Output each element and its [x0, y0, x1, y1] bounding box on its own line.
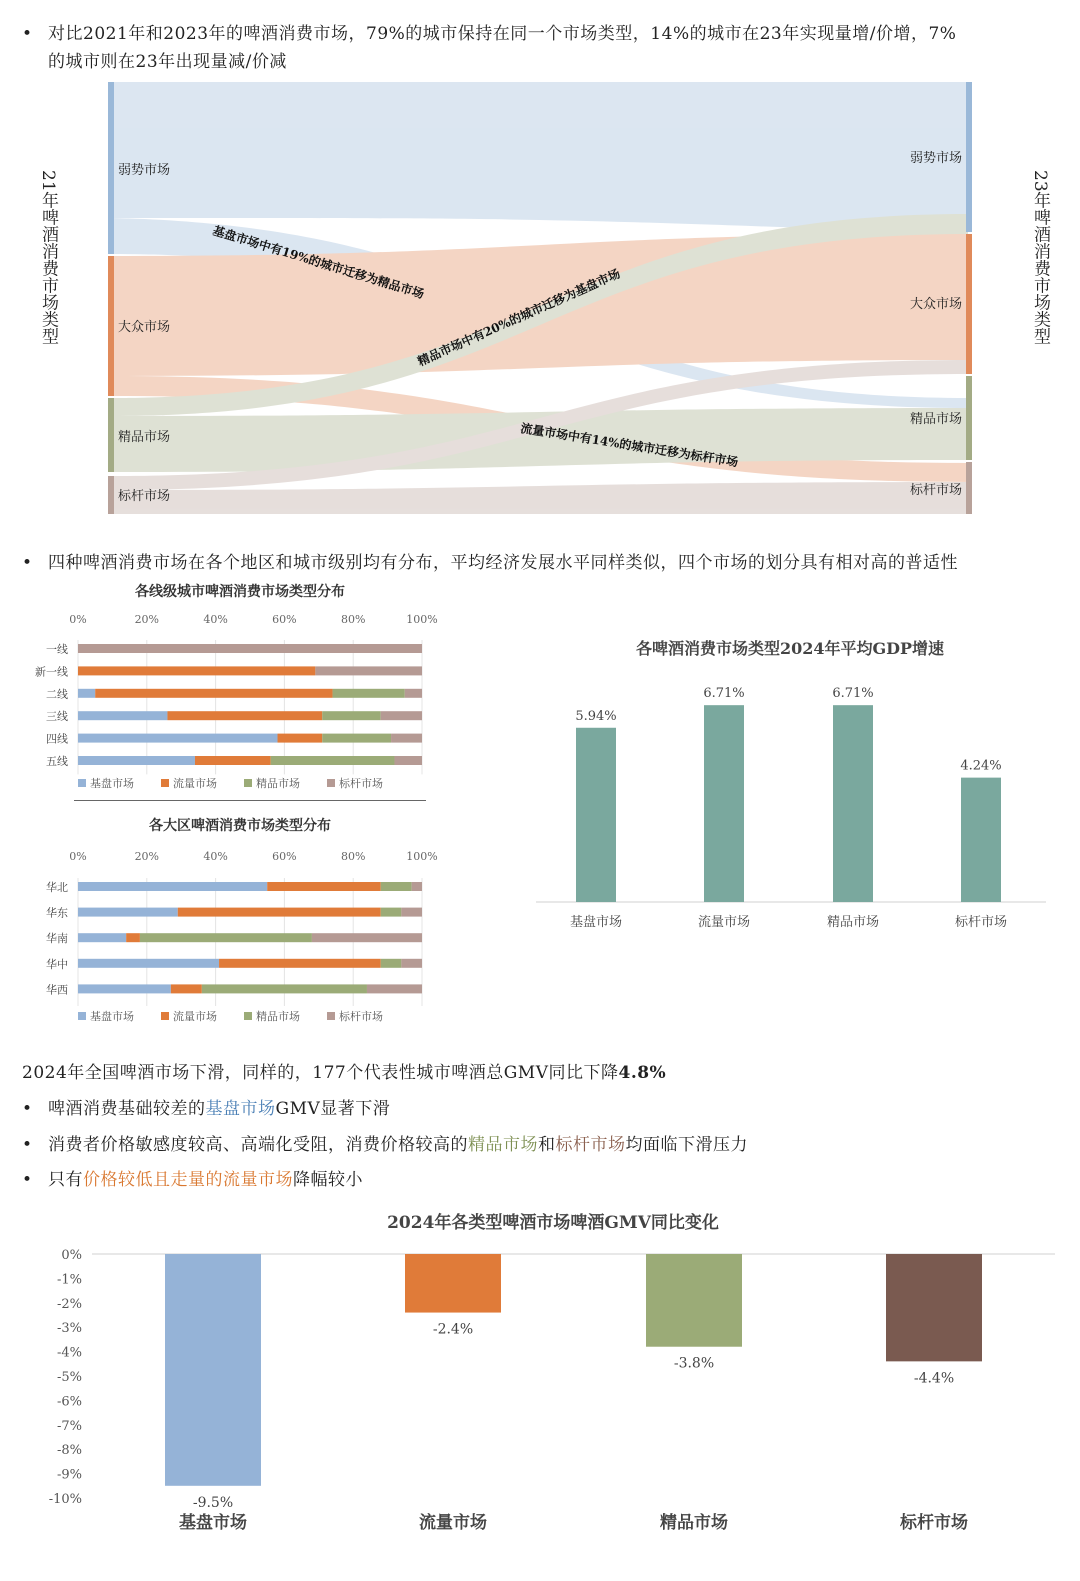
- section3-bullet-1: [22, 1095, 390, 1123]
- y-tick-label: -1%: [56, 1272, 82, 1288]
- sankey-annotation-1: 基盘市场中有19%的城市迁移为精品市场: [211, 223, 426, 302]
- intro-line-1: 对比2021年和2023年的啤酒消费市场，79%的城市保持在同一个市场类型，14%的城市在23年实现量增/价增，7%: [48, 24, 957, 44]
- b2-suffix: 均面临下滑压力: [625, 1135, 748, 1155]
- bar-segment: [78, 666, 315, 675]
- category-label: 华中: [46, 957, 68, 971]
- gdp-bar: [833, 705, 873, 902]
- bar-segment: [78, 933, 126, 942]
- x-tick-label: 0%: [69, 613, 87, 626]
- y-tick-label: -3%: [56, 1321, 82, 1337]
- gdp-category-label: 流量市场: [697, 915, 751, 930]
- gmv-bar: [165, 1254, 261, 1486]
- gdp-value-label: 5.94%: [575, 708, 617, 724]
- gmv-bar: [886, 1254, 982, 1361]
- category-label: 华西: [46, 983, 68, 997]
- gdp-category-label: 标杆市场: [954, 915, 1008, 930]
- b2-mid: 和: [538, 1135, 556, 1155]
- bar-segment: [78, 882, 267, 891]
- gmv-bar: [646, 1254, 742, 1347]
- flow-bench-bench: [112, 482, 968, 514]
- flow-weak-weak: [112, 82, 968, 234]
- y-tick-label: -7%: [56, 1418, 82, 1434]
- bar-segment: [219, 959, 381, 968]
- bar-segment: [202, 984, 367, 993]
- gmv-value-label: -4.4%: [913, 1370, 955, 1387]
- bar-segment: [333, 689, 405, 698]
- sankey-diagram: [0, 78, 1080, 518]
- category-label: 新一线: [35, 665, 68, 679]
- chart-title: 各大区啤酒消费市场类型分布: [149, 818, 331, 834]
- bar-segment: [381, 959, 402, 968]
- section2-bullet: [22, 549, 958, 577]
- sankey-flows: [112, 82, 968, 514]
- chart-title: 2024年各类型啤酒市场啤酒GMV同比变化: [387, 1213, 719, 1233]
- gdp-bar: [961, 778, 1001, 902]
- category-label: 华东: [46, 906, 68, 920]
- bar-segment: [278, 734, 323, 743]
- y-tick-label: -9%: [56, 1467, 82, 1483]
- bar-segment: [412, 882, 422, 891]
- gdp-category-label: 精品市场: [826, 915, 880, 930]
- category-label: 二线: [46, 687, 68, 701]
- category-label: 四线: [46, 732, 68, 746]
- bar-segment: [78, 734, 278, 743]
- gdp-value-label: 6.71%: [832, 686, 874, 702]
- bar-segment: [367, 984, 422, 993]
- bar-segment: [140, 933, 312, 942]
- bar-segment: [315, 666, 422, 675]
- bar-segment: [78, 959, 219, 968]
- b2-prefix: 消费者价格敏感度较高、高端化受阻，消费价格较高的: [48, 1135, 468, 1155]
- right-label-bench: 标杆市场: [909, 483, 962, 498]
- chart-divider: [74, 800, 426, 801]
- legend-swatch: [327, 1012, 335, 1020]
- bullet-dot: •: [22, 24, 33, 44]
- x-tick-label: 80%: [340, 613, 366, 626]
- b1-suffix: GMV显著下滑: [275, 1099, 391, 1119]
- bar-segment: [381, 908, 402, 917]
- bar-segment: [394, 756, 422, 765]
- gmv-value-label: -9.5%: [192, 1494, 234, 1511]
- category-label: 三线: [46, 710, 68, 724]
- region-stacked-chart: [0, 812, 440, 1032]
- x-tick-label: 80%: [340, 850, 366, 863]
- left-label-mass: 大众市场: [118, 320, 171, 335]
- y-tick-label: -8%: [56, 1443, 82, 1459]
- section2-text: 四种啤酒消费市场在各个地区和城市级别均有分布，平均经济发展水平同样类似，四个市场的划分具有相对高的普适性: [48, 553, 958, 573]
- section3-summary: [22, 1059, 666, 1087]
- bar-segment: [178, 908, 381, 917]
- legend-swatch: [78, 779, 86, 787]
- summary-bold: 4.8%: [618, 1063, 667, 1083]
- category-label: 一线: [46, 643, 68, 656]
- right-node-premium: [966, 376, 972, 460]
- gmv-value-label: -2.4%: [432, 1321, 474, 1338]
- left-node-bench: [108, 476, 114, 514]
- section3-bullet-3: [22, 1166, 363, 1194]
- b2-h2: 标杆市场: [555, 1135, 626, 1155]
- right-node-bench: [966, 462, 972, 514]
- gmv-bar: [405, 1254, 501, 1313]
- x-tick-label: 40%: [203, 613, 228, 626]
- b2-h1: 精品市场: [468, 1135, 538, 1155]
- left-label-bench: 标杆市场: [118, 489, 171, 504]
- bar-segment: [167, 711, 322, 720]
- legend-swatch: [161, 1012, 169, 1020]
- gdp-growth-chart: [528, 630, 1068, 940]
- y-tick-label: -4%: [56, 1345, 82, 1361]
- gmv-change-chart: [0, 1206, 1080, 1546]
- bar-segment: [381, 711, 422, 720]
- bullet-dot: •: [22, 1099, 33, 1119]
- bar-segment: [381, 882, 412, 891]
- legend-label: 流量市场: [173, 1010, 217, 1023]
- bar-segment: [322, 734, 391, 743]
- legend-label: 标杆市场: [339, 777, 383, 790]
- bar-segment: [401, 908, 422, 917]
- x-tick-label: 60%: [272, 850, 297, 863]
- left-node-weak: [108, 82, 114, 254]
- legend-label: 精品市场: [256, 777, 300, 790]
- sankey-annotation-3: 流量市场中有14%的城市迁移为标杆市场: [519, 421, 740, 470]
- x-tick-label: 20%: [134, 613, 160, 626]
- bullet-dot: •: [22, 1135, 33, 1155]
- gdp-category-label: 基盘市场: [569, 915, 623, 930]
- bar-segment: [78, 908, 178, 917]
- legend-label: 精品市场: [256, 1010, 300, 1023]
- gdp-bar: [576, 728, 616, 902]
- bar-segment: [78, 711, 167, 720]
- y-tick-label: -5%: [56, 1370, 82, 1385]
- bar-segment: [271, 756, 395, 765]
- right-label-mass: 大众市场: [909, 297, 962, 312]
- bar-segment: [401, 959, 422, 968]
- left-node-mass: [108, 256, 114, 396]
- b3-suffix: 降幅较小: [293, 1170, 363, 1190]
- right-node-mass: [966, 234, 972, 374]
- tier-city-stacked-chart: [0, 578, 440, 808]
- legend-swatch: [244, 1012, 252, 1020]
- x-tick-label: 100%: [406, 850, 438, 863]
- bar-segment: [78, 689, 95, 698]
- bar-segment: [405, 689, 422, 698]
- bar-segment: [322, 711, 380, 720]
- bar-segment: [126, 933, 140, 942]
- y-tick-label: -6%: [56, 1394, 82, 1410]
- gdp-value-label: 6.71%: [703, 686, 745, 702]
- gmv-category-label: 标杆市场: [900, 1513, 968, 1533]
- bar-segment: [171, 984, 202, 993]
- category-label: 五线: [46, 755, 68, 768]
- b3-highlight: 价格较低且走量的流量市场: [83, 1170, 293, 1190]
- right-label-weak: 弱势市场: [909, 151, 962, 166]
- bar-segment: [78, 644, 422, 653]
- intro-line-2: 的城市则在23年出现量减/价减: [48, 52, 287, 72]
- right-label-premium: 精品市场: [909, 412, 962, 427]
- legend-swatch: [161, 779, 169, 787]
- right-node-weak: [966, 82, 972, 232]
- y-tick-label: -2%: [56, 1296, 82, 1312]
- y-tick-label: -10%: [48, 1492, 82, 1507]
- gmv-category-label: 精品市场: [660, 1513, 728, 1533]
- legend-swatch: [244, 779, 252, 787]
- y-tick-label: 0%: [61, 1248, 82, 1263]
- chart-title: 各啤酒消费市场类型2024年平均GDP增速: [635, 639, 945, 658]
- summary-text: 2024年全国啤酒市场下滑，同样的，177个代表性城市啤酒总GMV同比下降: [22, 1063, 619, 1083]
- intro-bullet: [22, 20, 956, 48]
- sankey-right-axis-label: 23年啤酒消费市场类型: [1030, 170, 1050, 345]
- legend-label: 基盘市场: [90, 1010, 134, 1023]
- x-tick-label: 100%: [406, 613, 438, 626]
- bullet-dot: •: [22, 553, 33, 573]
- bullet-dot: •: [22, 1170, 33, 1190]
- gdp-bar: [704, 705, 744, 902]
- bar-segment: [391, 734, 422, 743]
- gmv-category-label: 流量市场: [419, 1513, 487, 1533]
- sankey-left-axis-label: 21年啤酒消费市场类型: [38, 170, 58, 345]
- x-tick-label: 0%: [69, 850, 87, 863]
- b1-highlight: 基盘市场: [205, 1099, 276, 1119]
- bar-segment: [267, 882, 381, 891]
- legend-swatch: [327, 779, 335, 787]
- legend-label: 流量市场: [173, 777, 217, 790]
- bar-segment: [78, 984, 171, 993]
- x-tick-label: 40%: [203, 850, 228, 863]
- bar-segment: [312, 933, 422, 942]
- category-label: 华北: [46, 881, 68, 894]
- section3-bullet-2: [22, 1131, 748, 1159]
- legend-label: 基盘市场: [90, 777, 134, 790]
- sankey-annotation-2: 精品市场中有20%的城市迁移为基盘市场: [415, 266, 623, 369]
- left-node-premium: [108, 398, 114, 472]
- chart-title: 各线级城市啤酒消费市场类型分布: [135, 584, 345, 600]
- gmv-value-label: -3.8%: [673, 1355, 715, 1372]
- bar-segment: [195, 756, 271, 765]
- gmv-category-label: 基盘市场: [179, 1513, 247, 1533]
- bar-segment: [78, 756, 195, 765]
- b1-prefix: 啤酒消费基础较差的: [48, 1099, 206, 1119]
- x-tick-label: 60%: [272, 613, 297, 626]
- legend-swatch: [78, 1012, 86, 1020]
- left-label-premium: 精品市场: [118, 430, 171, 445]
- category-label: 华南: [46, 932, 68, 946]
- legend-label: 标杆市场: [339, 1010, 383, 1023]
- b3-prefix: 只有: [48, 1170, 83, 1190]
- bar-segment: [95, 689, 332, 698]
- left-label-weak: 弱势市场: [118, 163, 171, 178]
- gdp-value-label: 4.24%: [960, 758, 1002, 774]
- x-tick-label: 20%: [134, 850, 160, 863]
